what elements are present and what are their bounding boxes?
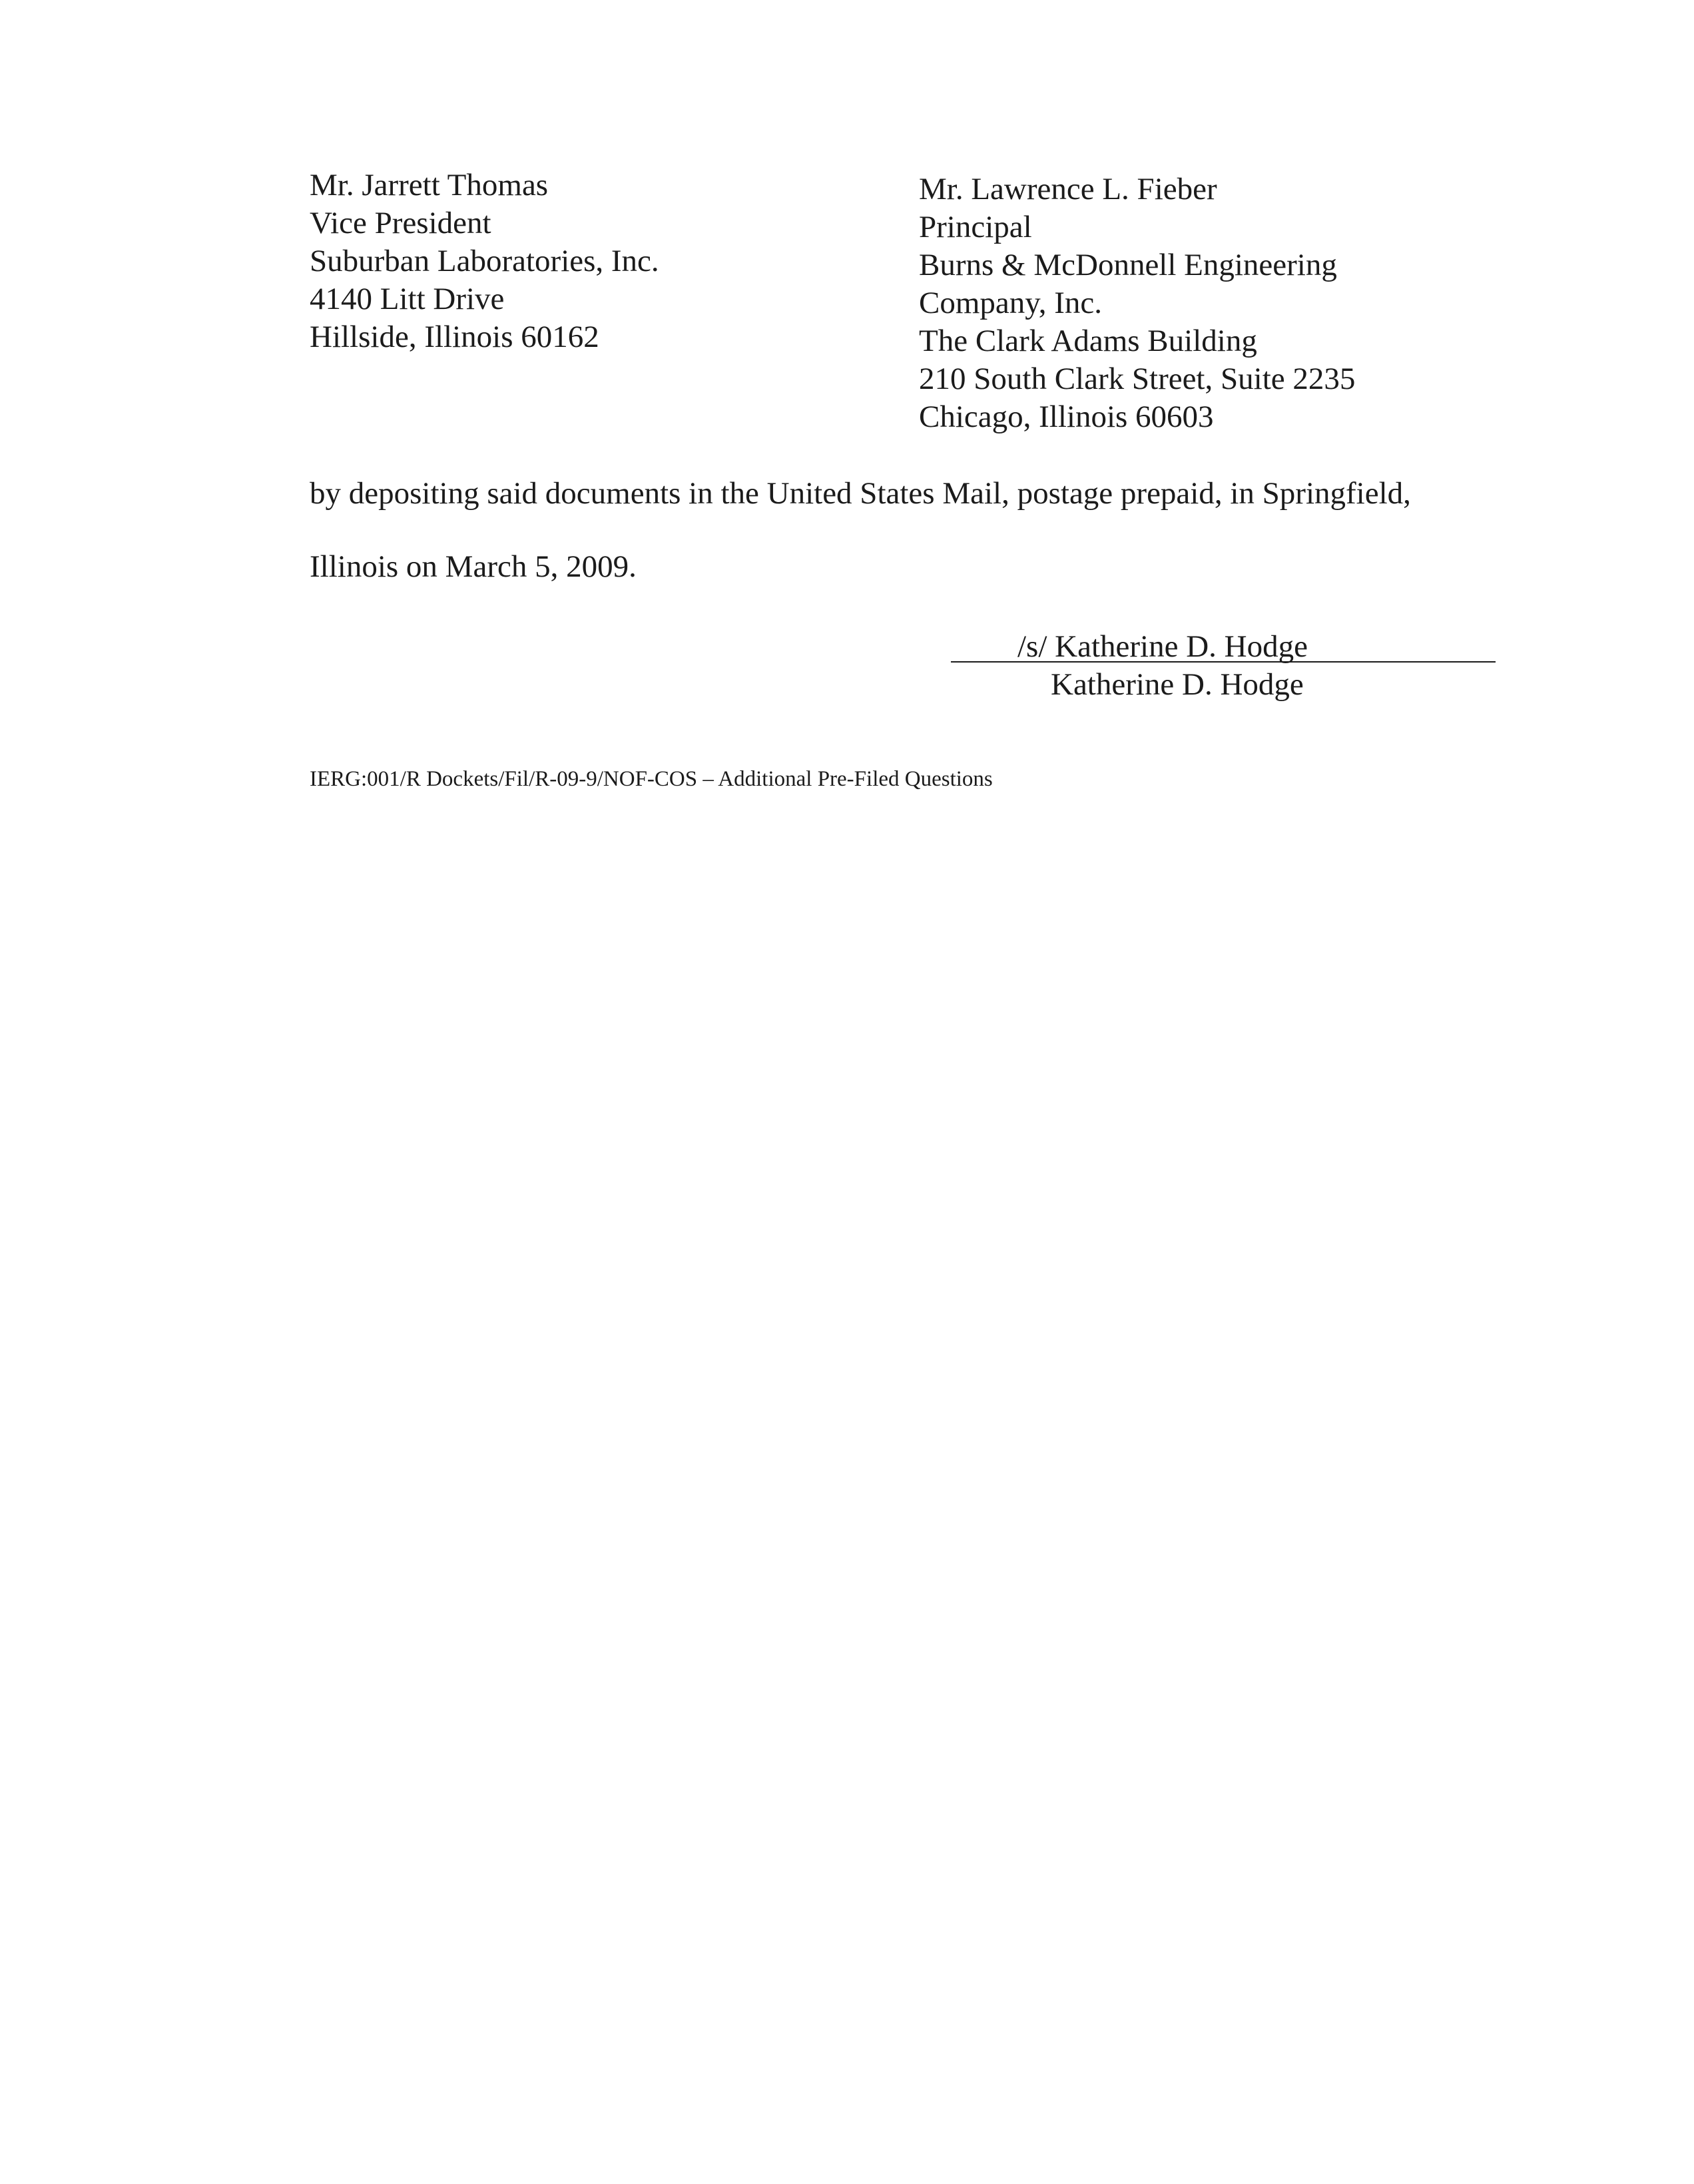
left-address-block <box>310 166 659 356</box>
right-address-line: Company, Inc. <box>919 286 1102 320</box>
right-address-line: Mr. Lawrence L. Fieber <box>919 172 1217 206</box>
document-reference-footer: IERG:001/R Dockets/Fil/R-09-9/NOF-COS – Additional Pre-Filed Questions <box>310 767 993 791</box>
body-paragraph-line: by depositing said documents in the United States Mail, postage prepaid, in Springfield, <box>310 476 1411 511</box>
left-address-line: Suburban Laboratories, Inc. <box>310 244 659 278</box>
signature-line <box>951 628 1496 666</box>
body-paragraph-line: Illinois on March 5, 2009. <box>310 549 637 584</box>
left-address-line: 4140 Litt Drive <box>310 282 505 316</box>
left-address-line: Mr. Jarrett Thomas <box>310 168 549 202</box>
signer-name: Katherine D. Hodge <box>1051 667 1304 702</box>
signature-block <box>951 628 1496 702</box>
right-address-line: 210 South Clark Street, Suite 2235 <box>919 362 1356 396</box>
right-address-line: Chicago, Illinois 60603 <box>919 400 1214 434</box>
right-address-line: The Clark Adams Building <box>919 324 1257 358</box>
electronic-signature: /s/ Katherine D. Hodge <box>1017 629 1308 664</box>
left-address-line: Hillside, Illinois 60162 <box>310 320 599 354</box>
right-address-block <box>919 170 1355 436</box>
right-address-line: Burns & McDonnell Engineering <box>919 248 1337 282</box>
left-address-line: Vice President <box>310 206 491 240</box>
right-address-line: Principal <box>919 210 1032 244</box>
